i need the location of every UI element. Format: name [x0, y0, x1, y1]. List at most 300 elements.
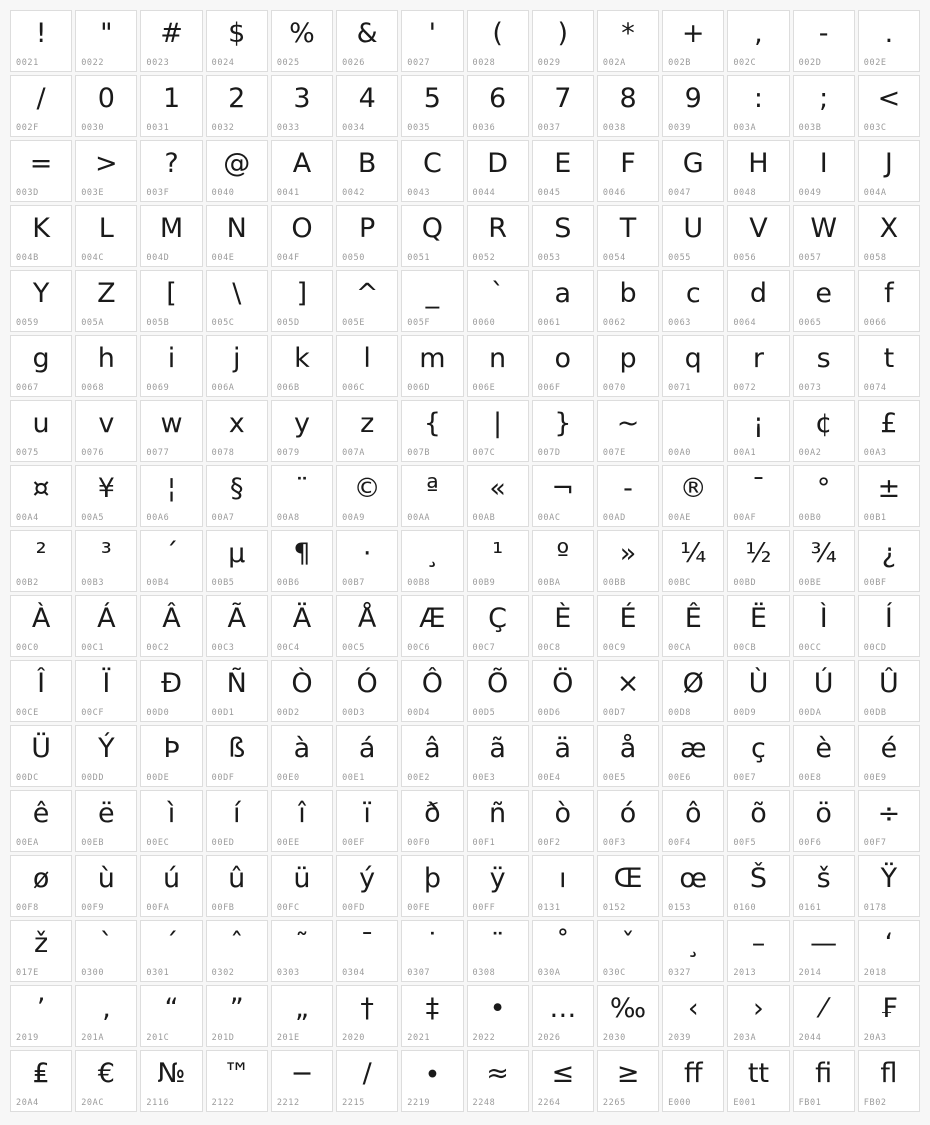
- codepoint-label: 00F9: [81, 903, 105, 913]
- glyph-cell[interactable]: [727, 270, 789, 332]
- glyph-cell[interactable]: [662, 270, 724, 332]
- glyph-cell[interactable]: [336, 790, 398, 852]
- glyph-cell[interactable]: [662, 660, 724, 722]
- glyph-cell[interactable]: [140, 335, 202, 397]
- glyph-cell[interactable]: [140, 140, 202, 202]
- glyph-cell[interactable]: [727, 595, 789, 657]
- glyph-cell[interactable]: [793, 400, 855, 462]
- glyph-cell[interactable]: [75, 205, 137, 267]
- glyph-cell[interactable]: [75, 270, 137, 332]
- glyph: E: [554, 148, 572, 179]
- glyph-cell[interactable]: [75, 660, 137, 722]
- glyph-cell[interactable]: [336, 920, 398, 982]
- glyph-cell[interactable]: [271, 530, 333, 592]
- glyph-cell[interactable]: [271, 725, 333, 787]
- glyph-cell[interactable]: [206, 530, 268, 592]
- glyph-cell[interactable]: [75, 920, 137, 982]
- glyph-cell[interactable]: [858, 725, 920, 787]
- glyph-cell[interactable]: [401, 595, 463, 657]
- codepoint-label: 0068: [81, 383, 105, 393]
- glyph-cell[interactable]: [662, 465, 724, 527]
- codepoint-label: 0051: [407, 253, 431, 263]
- glyph-cell[interactable]: [401, 790, 463, 852]
- glyph-cell[interactable]: [206, 1050, 268, 1112]
- glyph-cell[interactable]: [467, 920, 529, 982]
- glyph-cell[interactable]: [206, 10, 268, 72]
- glyph-cell[interactable]: [793, 75, 855, 137]
- glyph-cell[interactable]: [401, 335, 463, 397]
- glyph: É: [619, 603, 637, 634]
- codepoint-label: 0029: [537, 58, 561, 68]
- glyph-cell[interactable]: [793, 140, 855, 202]
- glyph: ™: [223, 1058, 251, 1089]
- glyph-cell[interactable]: [140, 75, 202, 137]
- glyph-cell[interactable]: [532, 790, 594, 852]
- glyph-cell[interactable]: [10, 75, 72, 137]
- glyph-cell[interactable]: [401, 855, 463, 917]
- glyph-cell[interactable]: [532, 725, 594, 787]
- glyph-cell[interactable]: [401, 205, 463, 267]
- glyph-cell[interactable]: [140, 725, 202, 787]
- glyph-cell[interactable]: [140, 270, 202, 332]
- glyph-cell[interactable]: [793, 790, 855, 852]
- glyph-cell[interactable]: [793, 270, 855, 332]
- glyph-cell[interactable]: [597, 400, 659, 462]
- glyph-cell[interactable]: [597, 335, 659, 397]
- glyph-cell[interactable]: [467, 855, 529, 917]
- glyph-cell[interactable]: [858, 530, 920, 592]
- glyph-cell[interactable]: [467, 530, 529, 592]
- glyph-cell[interactable]: [401, 465, 463, 527]
- glyph-cell[interactable]: [662, 530, 724, 592]
- glyph-cell[interactable]: [336, 465, 398, 527]
- codepoint-label: 004B: [16, 253, 39, 263]
- codepoint-label: 00B4: [146, 578, 170, 588]
- glyph-cell[interactable]: [140, 985, 202, 1047]
- codepoint-label: 0039: [668, 123, 692, 133]
- glyph-cell[interactable]: [336, 10, 398, 72]
- glyph-cell[interactable]: [467, 335, 529, 397]
- glyph-cell[interactable]: [271, 1050, 333, 1112]
- glyph-cell[interactable]: [271, 985, 333, 1047]
- glyph: Ý: [98, 733, 115, 764]
- glyph-cell[interactable]: [140, 10, 202, 72]
- glyph-cell[interactable]: [271, 920, 333, 982]
- glyph-cell[interactable]: [467, 400, 529, 462]
- glyph-cell[interactable]: [727, 855, 789, 917]
- glyph-cell[interactable]: [532, 920, 594, 982]
- glyph-cell[interactable]: [532, 1050, 594, 1112]
- codepoint-label: 00D7: [602, 708, 626, 718]
- glyph-cell[interactable]: [793, 855, 855, 917]
- glyph-cell[interactable]: [532, 75, 594, 137]
- glyph-cell[interactable]: [401, 660, 463, 722]
- glyph-cell[interactable]: [10, 920, 72, 982]
- glyph-cell[interactable]: [140, 465, 202, 527]
- glyph: ¡: [753, 408, 764, 439]
- glyph-cell[interactable]: [858, 335, 920, 397]
- glyph-cell[interactable]: [793, 985, 855, 1047]
- glyph-cell[interactable]: [467, 270, 529, 332]
- glyph-cell[interactable]: [858, 855, 920, 917]
- glyph-cell[interactable]: [793, 660, 855, 722]
- glyph-cell[interactable]: [532, 10, 594, 72]
- glyph-cell[interactable]: [793, 920, 855, 982]
- glyph: å: [619, 733, 637, 764]
- glyph-cell[interactable]: [10, 465, 72, 527]
- glyph-cell[interactable]: [727, 790, 789, 852]
- codepoint-label: 00E0: [276, 773, 300, 783]
- glyph-cell[interactable]: [467, 10, 529, 72]
- glyph-cell[interactable]: [858, 75, 920, 137]
- glyph-cell[interactable]: [336, 140, 398, 202]
- glyph-cell[interactable]: [662, 920, 724, 982]
- glyph-cell[interactable]: [727, 465, 789, 527]
- glyph-cell[interactable]: [271, 10, 333, 72]
- codepoint-label: 2021: [407, 1033, 431, 1043]
- glyph: f: [884, 278, 894, 309]
- glyph-cell[interactable]: [597, 75, 659, 137]
- glyph-cell[interactable]: [336, 335, 398, 397]
- codepoint-label: 00DB: [863, 708, 887, 718]
- glyph-cell[interactable]: [597, 725, 659, 787]
- glyph-cell[interactable]: [858, 400, 920, 462]
- glyph-cell[interactable]: [206, 140, 268, 202]
- glyph-cell[interactable]: [401, 985, 463, 1047]
- glyph: ‰: [609, 993, 647, 1024]
- glyph-cell[interactable]: [532, 270, 594, 332]
- glyph-cell[interactable]: [467, 985, 529, 1047]
- glyph-cell[interactable]: [401, 400, 463, 462]
- glyph: @: [223, 148, 251, 179]
- glyph-cell[interactable]: [597, 920, 659, 982]
- codepoint-label: 00CE: [16, 708, 39, 718]
- glyph: ó: [619, 798, 637, 829]
- glyph-cell[interactable]: [336, 1050, 398, 1112]
- glyph-cell[interactable]: [75, 985, 137, 1047]
- glyph-cell[interactable]: [271, 400, 333, 462]
- codepoint-label: 00BF: [863, 578, 887, 588]
- glyph-cell[interactable]: [10, 790, 72, 852]
- glyph: à: [293, 733, 311, 764]
- glyph: Î: [37, 668, 46, 699]
- glyph-cell[interactable]: [662, 855, 724, 917]
- glyph-cell[interactable]: [858, 595, 920, 657]
- glyph-cell[interactable]: [336, 530, 398, 592]
- glyph-cell[interactable]: [662, 75, 724, 137]
- glyph-cell[interactable]: [532, 205, 594, 267]
- glyph-cell[interactable]: [858, 270, 920, 332]
- glyph: ´: [164, 928, 179, 959]
- glyph-cell[interactable]: [858, 205, 920, 267]
- glyph-cell[interactable]: [206, 400, 268, 462]
- codepoint-label: 0046: [602, 188, 626, 198]
- glyph-cell[interactable]: [401, 530, 463, 592]
- glyph-cell[interactable]: [336, 75, 398, 137]
- glyph-cell[interactable]: [206, 790, 268, 852]
- glyph-cell[interactable]: [401, 75, 463, 137]
- glyph-cell[interactable]: [75, 855, 137, 917]
- glyph-cell[interactable]: [793, 530, 855, 592]
- glyph-cell[interactable]: [206, 920, 268, 982]
- glyph-cell[interactable]: [597, 140, 659, 202]
- codepoint-label: 00AA: [407, 513, 431, 523]
- glyph: 9: [684, 83, 702, 114]
- glyph-cell[interactable]: [858, 1050, 920, 1112]
- glyph: `: [490, 278, 505, 309]
- codepoint-label: 00D9: [733, 708, 757, 718]
- codepoint-label: FB01: [798, 1098, 822, 1108]
- glyph-cell[interactable]: [597, 660, 659, 722]
- glyph-cell[interactable]: [793, 595, 855, 657]
- glyph-cell[interactable]: [727, 1050, 789, 1112]
- codepoint-label: 00CB: [733, 643, 757, 653]
- glyph-cell[interactable]: [10, 855, 72, 917]
- glyph-cell[interactable]: [467, 595, 529, 657]
- glyph: ³: [100, 538, 112, 569]
- glyph: í: [232, 798, 241, 829]
- glyph-cell[interactable]: [10, 270, 72, 332]
- glyph: ‚: [102, 993, 111, 1024]
- glyph-cell[interactable]: [727, 10, 789, 72]
- glyph-cell[interactable]: [10, 985, 72, 1047]
- glyph-cell[interactable]: [467, 140, 529, 202]
- glyph-cell[interactable]: [75, 140, 137, 202]
- codepoint-label: 00AB: [472, 513, 496, 523]
- glyph: ˜: [295, 928, 309, 959]
- glyph-cell[interactable]: [206, 660, 268, 722]
- glyph-cell[interactable]: [75, 1050, 137, 1112]
- glyph-cell[interactable]: [75, 75, 137, 137]
- glyph-cell[interactable]: [206, 335, 268, 397]
- glyph-cell[interactable]: [727, 400, 789, 462]
- glyph-cell[interactable]: [10, 1050, 72, 1112]
- glyph-cell[interactable]: [140, 1050, 202, 1112]
- glyph-cell[interactable]: [727, 75, 789, 137]
- glyph-cell[interactable]: [662, 400, 724, 462]
- glyph-cell[interactable]: [206, 595, 268, 657]
- glyph-cell[interactable]: [75, 595, 137, 657]
- glyph-cell[interactable]: [597, 985, 659, 1047]
- glyph-cell[interactable]: [727, 725, 789, 787]
- glyph-cell[interactable]: [10, 400, 72, 462]
- glyph-cell[interactable]: [532, 530, 594, 592]
- glyph-cell[interactable]: [140, 595, 202, 657]
- glyph-cell[interactable]: [75, 790, 137, 852]
- glyph-cell[interactable]: [10, 205, 72, 267]
- glyph-cell[interactable]: [336, 855, 398, 917]
- glyph-cell[interactable]: [467, 725, 529, 787]
- glyph-cell[interactable]: [401, 725, 463, 787]
- glyph-cell[interactable]: [467, 205, 529, 267]
- glyph-cell[interactable]: [336, 270, 398, 332]
- glyph-cell[interactable]: [140, 660, 202, 722]
- glyph: X: [879, 213, 899, 244]
- glyph: o: [554, 343, 572, 374]
- glyph-cell[interactable]: [140, 920, 202, 982]
- glyph-cell[interactable]: [401, 140, 463, 202]
- codepoint-label: 0053: [537, 253, 561, 263]
- glyph-cell[interactable]: [467, 790, 529, 852]
- glyph-cell[interactable]: [858, 790, 920, 852]
- glyph-cell[interactable]: [727, 530, 789, 592]
- glyph-cell[interactable]: [727, 335, 789, 397]
- glyph-cell[interactable]: [271, 660, 333, 722]
- glyph: Í: [884, 603, 893, 634]
- glyph-cell[interactable]: [597, 270, 659, 332]
- glyph-cell[interactable]: [793, 335, 855, 397]
- glyph-cell[interactable]: [75, 10, 137, 72]
- codepoint-label: 201E: [276, 1033, 300, 1043]
- glyph: ›: [753, 993, 764, 1024]
- glyph-cell[interactable]: [206, 725, 268, 787]
- glyph-cell[interactable]: [10, 530, 72, 592]
- glyph-cell[interactable]: [662, 205, 724, 267]
- codepoint-label: 2219: [407, 1098, 431, 1108]
- glyph-cell[interactable]: [75, 400, 137, 462]
- glyph-cell[interactable]: [140, 205, 202, 267]
- glyph-cell[interactable]: [336, 400, 398, 462]
- glyph-cell[interactable]: [532, 140, 594, 202]
- glyph-cell[interactable]: [727, 920, 789, 982]
- glyph-cell[interactable]: [271, 790, 333, 852]
- glyph-cell[interactable]: [206, 270, 268, 332]
- glyph-cell[interactable]: [75, 725, 137, 787]
- glyph-cell[interactable]: [727, 660, 789, 722]
- codepoint-label: 00B8: [407, 578, 431, 588]
- glyph-cell[interactable]: [75, 530, 137, 592]
- glyph-cell[interactable]: [336, 205, 398, 267]
- codepoint-label: 006C: [342, 383, 365, 393]
- glyph-cell[interactable]: [10, 725, 72, 787]
- glyph-cell[interactable]: [793, 205, 855, 267]
- glyph-cell[interactable]: [271, 270, 333, 332]
- glyph-cell[interactable]: [662, 985, 724, 1047]
- glyph-cell[interactable]: [727, 205, 789, 267]
- glyph-cell[interactable]: [336, 595, 398, 657]
- glyph-cell[interactable]: [793, 10, 855, 72]
- glyph-cell[interactable]: [10, 660, 72, 722]
- glyph-cell[interactable]: [467, 465, 529, 527]
- glyph-cell[interactable]: [858, 920, 920, 982]
- codepoint-label: 002E: [863, 58, 887, 68]
- codepoint-label: E000: [668, 1098, 692, 1108]
- glyph-cell[interactable]: [858, 660, 920, 722]
- glyph-cell[interactable]: [532, 595, 594, 657]
- glyph-cell[interactable]: [597, 205, 659, 267]
- codepoint-label: FB02: [863, 1098, 887, 1108]
- glyph-cell[interactable]: [401, 10, 463, 72]
- glyph-cell[interactable]: [271, 595, 333, 657]
- codepoint-label: 2044: [798, 1033, 822, 1043]
- glyph-cell[interactable]: [271, 855, 333, 917]
- glyph: ©: [353, 473, 381, 504]
- glyph-cell[interactable]: [727, 140, 789, 202]
- glyph-cell[interactable]: [206, 855, 268, 917]
- glyph-cell[interactable]: [336, 985, 398, 1047]
- glyph-cell[interactable]: [858, 140, 920, 202]
- glyph-cell[interactable]: [532, 855, 594, 917]
- glyph-cell[interactable]: [336, 660, 398, 722]
- codepoint-label: 00E1: [342, 773, 365, 783]
- glyph-cell[interactable]: [597, 530, 659, 592]
- codepoint-label: 00A4: [16, 513, 39, 523]
- glyph-cell[interactable]: [532, 335, 594, 397]
- glyph-cell[interactable]: [662, 1050, 724, 1112]
- glyph-cell[interactable]: [597, 595, 659, 657]
- glyph-cell[interactable]: [140, 400, 202, 462]
- glyph-cell[interactable]: [532, 660, 594, 722]
- glyph: Õ: [486, 668, 509, 699]
- glyph-cell[interactable]: [597, 10, 659, 72]
- glyph-cell[interactable]: [75, 465, 137, 527]
- glyph-cell[interactable]: [662, 335, 724, 397]
- glyph-cell[interactable]: [140, 855, 202, 917]
- glyph-cell[interactable]: [271, 75, 333, 137]
- glyph-cell[interactable]: [467, 75, 529, 137]
- glyph-cell[interactable]: [597, 465, 659, 527]
- glyph-cell[interactable]: [858, 465, 920, 527]
- codepoint-label: 0069: [146, 383, 170, 393]
- glyph-cell[interactable]: [206, 985, 268, 1047]
- glyph-cell[interactable]: [858, 10, 920, 72]
- glyph: .: [884, 18, 894, 49]
- glyph-cell[interactable]: [793, 465, 855, 527]
- glyph-cell[interactable]: [10, 595, 72, 657]
- glyph-cell[interactable]: [10, 335, 72, 397]
- glyph-cell[interactable]: [271, 335, 333, 397]
- glyph-cell[interactable]: [793, 725, 855, 787]
- glyph-cell[interactable]: [206, 205, 268, 267]
- glyph-cell[interactable]: [10, 10, 72, 72]
- glyph: ¨: [490, 928, 505, 959]
- glyph-cell[interactable]: [597, 855, 659, 917]
- glyph-cell[interactable]: [467, 1050, 529, 1112]
- glyph-cell[interactable]: [662, 140, 724, 202]
- glyph-cell[interactable]: [597, 1050, 659, 1112]
- glyph-cell[interactable]: [662, 790, 724, 852]
- glyph: S: [554, 213, 572, 244]
- glyph-cell[interactable]: [793, 1050, 855, 1112]
- glyph-cell[interactable]: [662, 725, 724, 787]
- glyph-cell[interactable]: [532, 400, 594, 462]
- glyph-cell[interactable]: [401, 270, 463, 332]
- glyph-cell[interactable]: [858, 985, 920, 1047]
- glyph-cell[interactable]: [401, 920, 463, 982]
- glyph-cell[interactable]: [532, 465, 594, 527]
- glyph-cell[interactable]: [662, 10, 724, 72]
- glyph-cell[interactable]: [336, 725, 398, 787]
- glyph-cell[interactable]: [140, 790, 202, 852]
- glyph-cell[interactable]: [532, 985, 594, 1047]
- glyph-cell[interactable]: [271, 205, 333, 267]
- glyph-cell[interactable]: [271, 140, 333, 202]
- glyph-cell[interactable]: [10, 140, 72, 202]
- glyph-cell[interactable]: [206, 465, 268, 527]
- glyph-cell[interactable]: [401, 1050, 463, 1112]
- glyph-cell[interactable]: [727, 985, 789, 1047]
- glyph-cell[interactable]: [271, 465, 333, 527]
- glyph-cell[interactable]: [206, 75, 268, 137]
- glyph: ﬂ: [880, 1058, 898, 1089]
- glyph: †: [360, 993, 374, 1024]
- glyph-cell[interactable]: [140, 530, 202, 592]
- glyph-cell[interactable]: [467, 660, 529, 722]
- glyph-cell[interactable]: [75, 335, 137, 397]
- glyph-cell[interactable]: [597, 790, 659, 852]
- glyph-cell[interactable]: [662, 595, 724, 657]
- codepoint-label: 203A: [733, 1033, 757, 1043]
